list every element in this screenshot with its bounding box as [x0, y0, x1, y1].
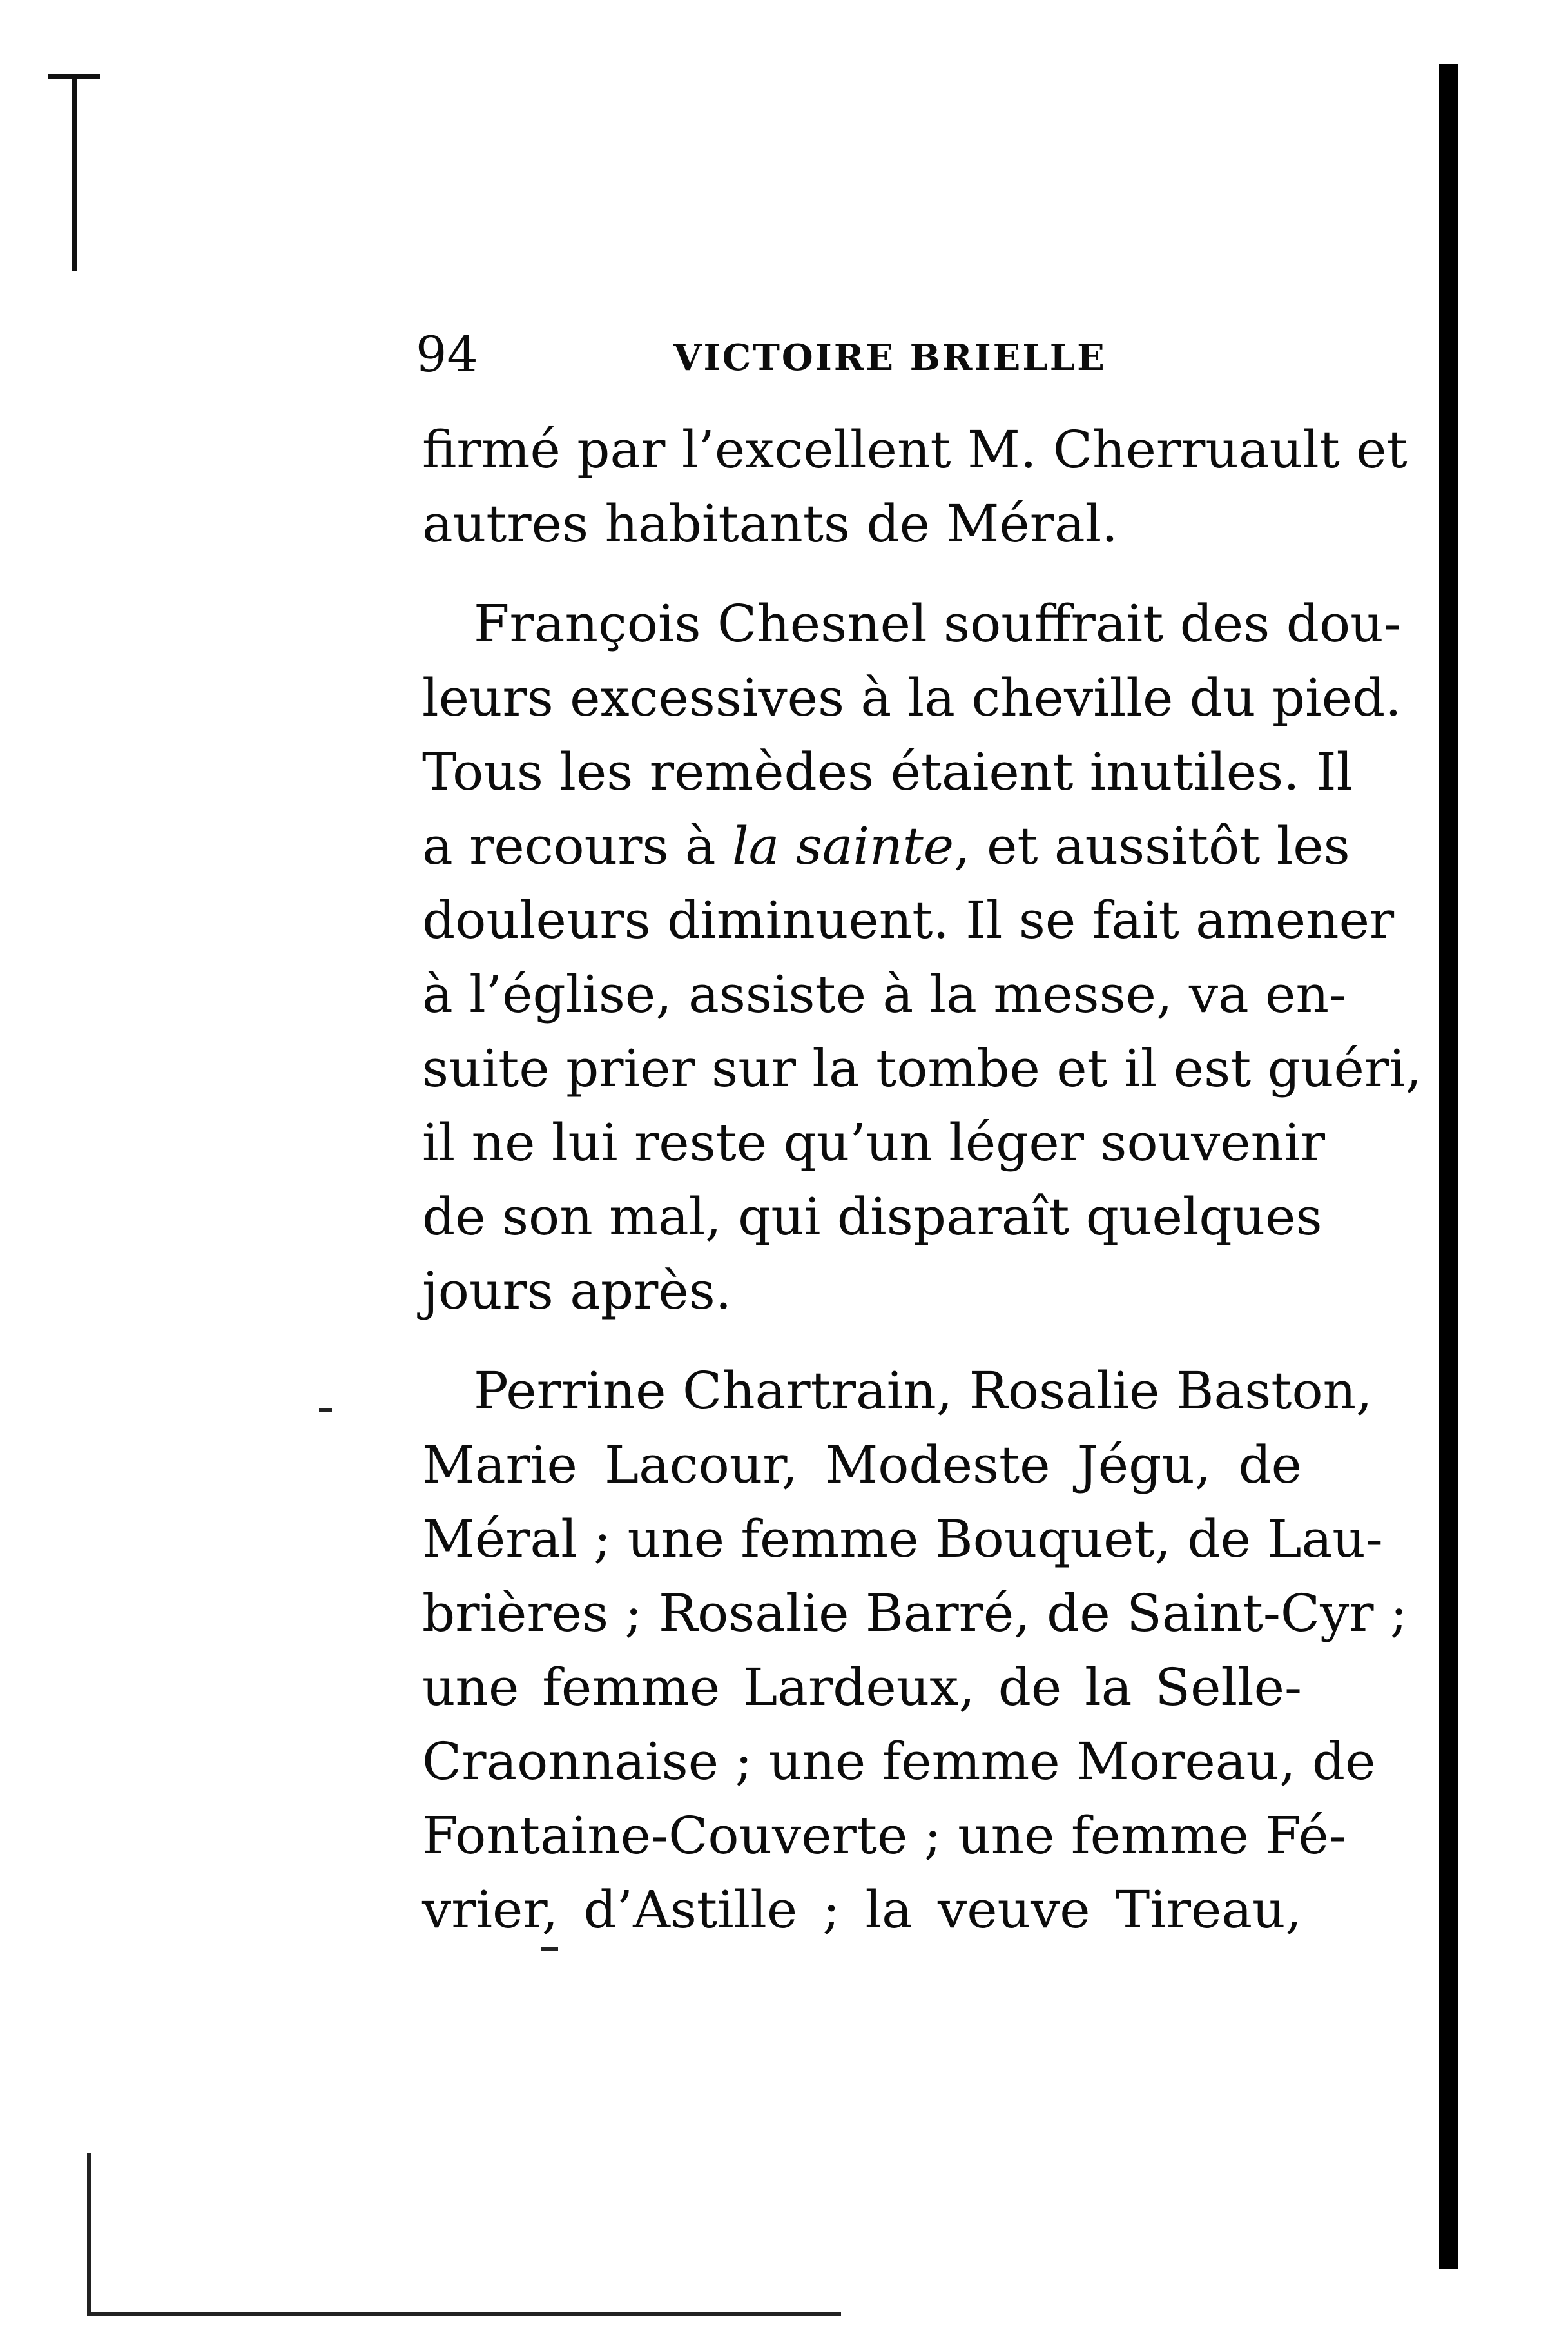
text-line: suite prier sur la tombe et il est guéri, [422, 1038, 1422, 1098]
scan-speck [319, 1408, 332, 1412]
text-line-with-italic: a recours à la sainte, et aussitôt les [422, 816, 1350, 876]
scan-speck [541, 1947, 558, 1951]
scan-edge-mark [72, 77, 77, 271]
text-line: Tous les remèdes étaient inutiles. Il [422, 742, 1353, 802]
paragraph-3 [422, 1354, 1408, 1947]
page-number: 94 [416, 326, 478, 383]
text-line: leurs excessives à la cheville du pied. [422, 668, 1402, 728]
text-line: jours après. [422, 1261, 732, 1321]
text-line: Méral ; une femme Bouquet, de Lau- [422, 1509, 1383, 1569]
text-line: douleurs diminuent. Il se fait amener [422, 890, 1395, 950]
body-text [422, 413, 1422, 1947]
text-line: François Chesnel souffrait des dou- [474, 594, 1401, 654]
scan-edge-mark [87, 2153, 91, 2314]
text-line: à l’église, assiste à la messe, va en- [422, 964, 1347, 1024]
text-line: Craonnaise ; une femme Moreau, de [422, 1731, 1376, 1791]
running-head [416, 326, 1302, 383]
italic-phrase: la sainte [732, 816, 954, 876]
text-line: Perrine Chartrain, Rosalie Baston, [474, 1361, 1373, 1421]
text-line: une femme Lardeux, de la Selle- [422, 1657, 1302, 1717]
text-line: brières ; Rosalie Barré, de Saint-Cyr ; [422, 1583, 1408, 1643]
text-line: autres habitants de Méral. [422, 494, 1118, 554]
text-line: firmé par l’excellent M. Cherruault et [422, 420, 1408, 480]
text-line: vrier, d’Astille ; la veuve Tireau, [422, 1880, 1302, 1940]
paragraph-1 [422, 413, 1408, 561]
running-title: VICTOIRE BRIELLE [673, 336, 1107, 379]
paragraph-2 [422, 587, 1422, 1328]
text-line: Fontaine-Couverte ; une femme Fé- [422, 1806, 1346, 1866]
text-line: Marie Lacour, Modeste Jégu, de [422, 1435, 1302, 1495]
scan-edge-mark [87, 2312, 841, 2316]
text-line: de son mal, qui disparaît quelques [422, 1187, 1322, 1247]
scan-edge-bar [1439, 64, 1458, 2269]
text-line: il ne lui reste qu’un léger souvenir [422, 1113, 1326, 1173]
